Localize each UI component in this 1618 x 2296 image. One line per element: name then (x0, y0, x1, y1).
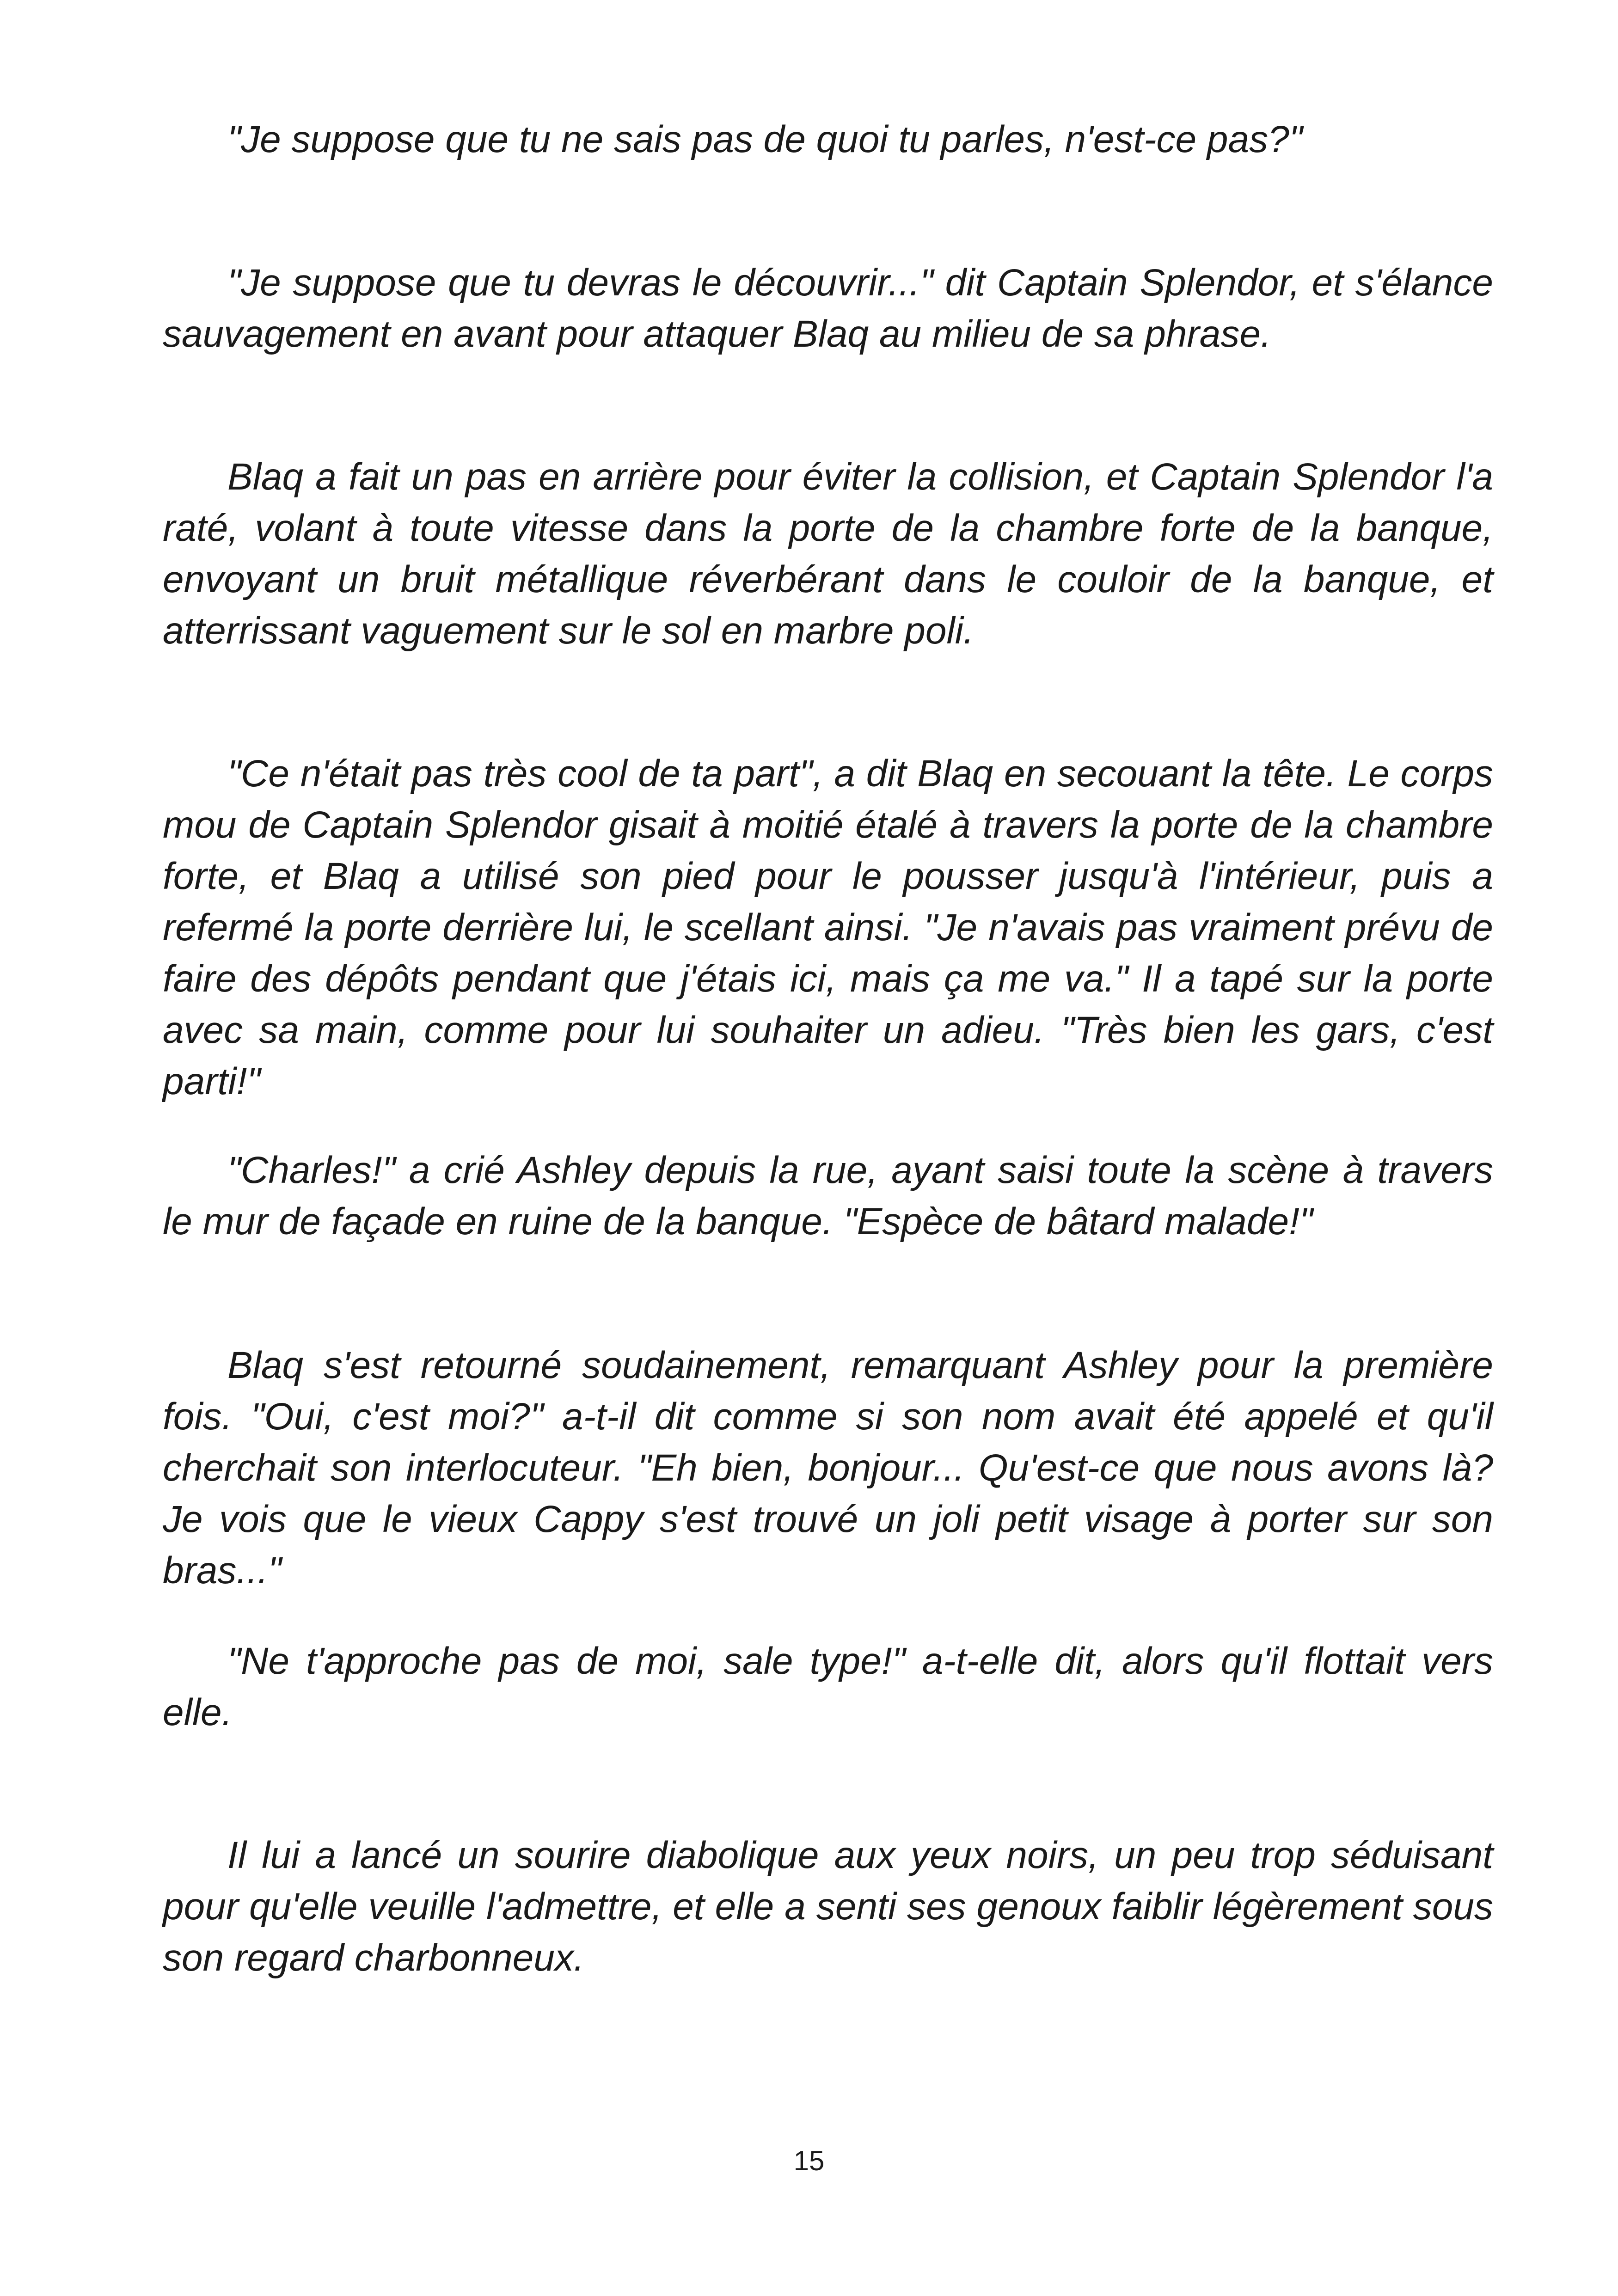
paragraph: Il lui a lancé un sourire diabolique aux yeux noirs, un peu trop séduisant pour qu'elle veuille l'admettre, et elle a senti ses genoux faiblir légèrement sous son regard charbonneux. (163, 1834, 1493, 1979)
paragraph: Blaq s'est retourné soudainement, remarquant Ashley pour la première fois. "Oui, c'est moi?" a-t-il dit comme si son nom avait été appelé et qu'il cherchait son interlocuteur. "Eh bien, bonjour... Qu'est-ce que nous avons là? Je vois que le vieux Cappy s'est trouvé un joli petit visage à porter sur son bras..." (163, 1344, 1493, 1592)
page-number: 15 (793, 2145, 825, 2176)
paragraph: "Je suppose que tu ne sais pas de quoi tu parles, n'est-ce pas?" (227, 118, 1303, 160)
paragraph: "Ce n'était pas très cool de ta part", a dit Blaq en secouant la tête. Le corps mou de Captain Splendor gisait à moitié étalé à travers la porte de la chambre forte, et Blaq a utilisé son pied pour le pousser jusqu'à l'intérieur, puis a refermé la porte derrière lui, le scellant ainsi. "Je n'avais pas vraiment prévu de faire des dépôts pendant que j'étais ici, mais ça me va." Il a tapé sur la porte avec sa main, comme pour lui souhaiter un adieu. "Très bien les gars, c'est parti!" (163, 753, 1493, 1102)
paragraph: "Ne t'approche pas de moi, sale type!" a-t-elle dit, alors qu'il flottait vers elle. (163, 1640, 1493, 1733)
paragraph: Blaq a fait un pas en arrière pour éviter la collision, et Captain Splendor l'a raté, volant à toute vitesse dans la porte de la chambre forte de la banque, envoyant un bruit métallique réverbérant dans le couloir de la banque, et atterrissant vaguement sur le sol en marbre poli. (163, 456, 1493, 652)
paragraph: "Je suppose que tu devras le découvrir..." dit Captain Splendor, et s'élance sauvagement en avant pour attaquer Blaq au milieu de sa phrase. (163, 262, 1493, 355)
paragraph: "Charles!" a crié Ashley depuis la rue, ayant saisi toute la scène à travers le mur de façade en ruine de la banque. "Espèce de bâtard malade!" (163, 1149, 1493, 1243)
